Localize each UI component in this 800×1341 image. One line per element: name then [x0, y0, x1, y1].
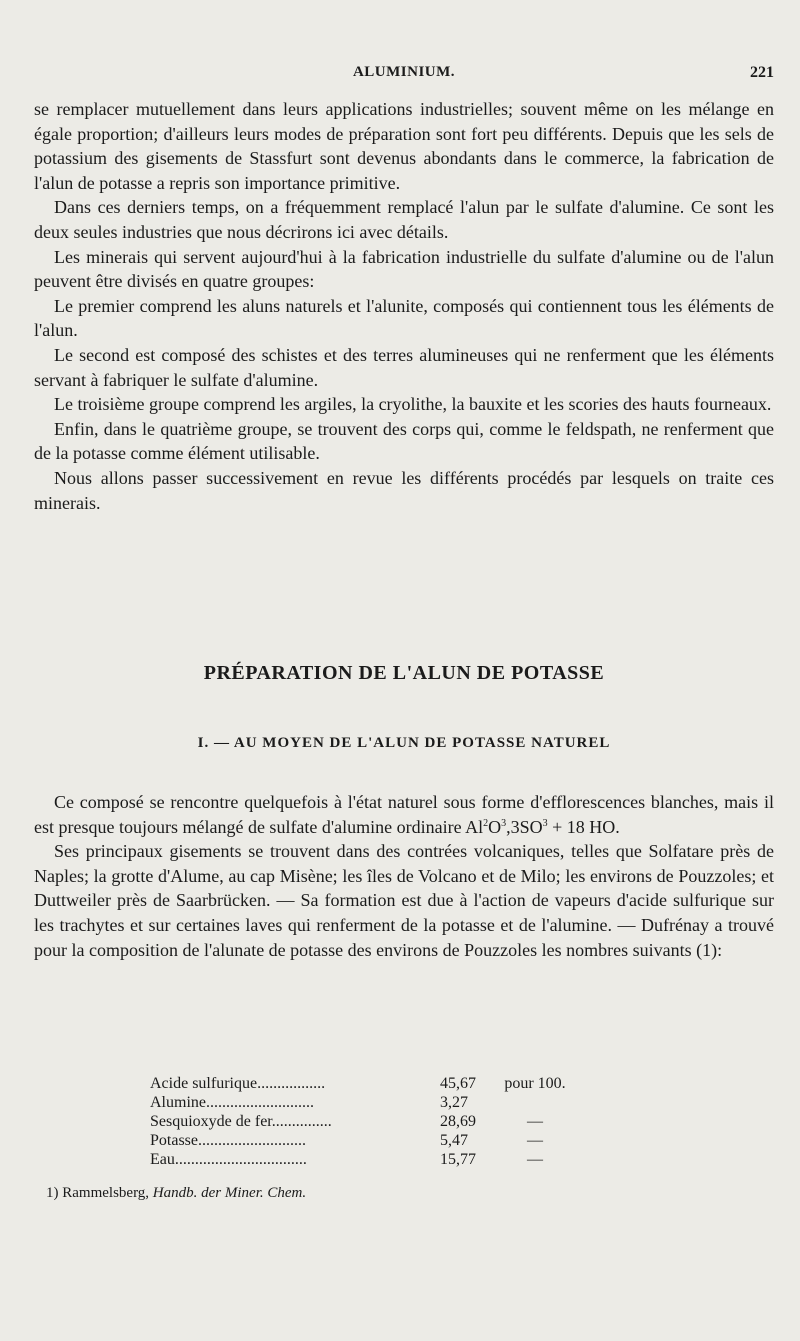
- footnote-author: Rammelsberg,: [58, 1185, 153, 1201]
- row-label: Alumine: [150, 1094, 206, 1111]
- row-unit: pour 100.: [504, 1075, 566, 1092]
- running-title: ALUMINIUM.: [352, 64, 456, 80]
- paragraph-formula: [34, 790, 774, 839]
- paragraph: Ses principaux gisements se trouvent dans des contrées volcaniques, telles que Solfatare près de Naples; la grotte d'Alume, au cap Misène; les îles de Volcano et de Milo; les environs de Pouzzoles; et Duttweiler près de Saarbrücken. — Sa formation est due à l'action de vapeurs d'acide sulfurique sur les trachytes et sur certaines laves qui renferment de la potasse et de l'alumine. — Dufrénay a trouvé pour la composition de l'alunate de potasse des environs de Pouzzoles les nombres suivants (1):: [34, 841, 774, 960]
- paragraph-text: Ce composé se rencontre quelquefois à l'état naturel sous forme d'efflorescences blanches, mais il est presque toujours mélangé de sulfate d'alumine ordinaire: [34, 792, 774, 837]
- row-value: 3,27: [440, 1094, 468, 1111]
- leader-dots: ...........................: [198, 1132, 306, 1149]
- table-row: [150, 1074, 570, 1093]
- paragraph: Enfin, dans le quatrième groupe, se trouvent des corps qui, comme le feldspath, ne renferment que de la potasse comme élément utilisable.: [34, 418, 774, 464]
- body-text: [34, 97, 774, 515]
- footnote-marker: 1): [46, 1185, 59, 1201]
- chemical-formula: $Al^2O^3,3SO^3 + 18$ HO.: [465, 816, 620, 837]
- row-unit: [500, 1093, 570, 1112]
- paragraph: Dans ces derniers temps, on a fréquemment remplacé l'alun par le sulfate d'alumine. Ce sont les deux seules industries que nous décrirons ici avec détails.: [34, 197, 774, 242]
- composition-table: [150, 1074, 570, 1169]
- footnote: [46, 1185, 306, 1202]
- row-label: Potasse: [150, 1132, 198, 1149]
- row-unit: —: [527, 1151, 543, 1168]
- row-label: Acide sulfurique: [150, 1075, 258, 1092]
- page-number: 221: [750, 64, 774, 81]
- row-label: Sesquioxyde de fer: [150, 1113, 272, 1130]
- row-value: 45,67: [440, 1075, 476, 1092]
- table-row: [150, 1112, 570, 1131]
- subsection-title: I. — AU MOYEN DE L'ALUN DE POTASSE NATUREL: [197, 735, 611, 751]
- row-label: Eau: [150, 1151, 175, 1168]
- leader-dots: .................: [257, 1075, 326, 1092]
- paragraph: Le premier comprend les aluns naturels et l'alunite, composés qui contiennent tous les éléments de l'alun.: [34, 295, 774, 341]
- paragraph: Nous allons passer successivement en revue les différents procédés par lesquels on traite ces minerais.: [34, 467, 774, 513]
- row-value: 28,69: [440, 1113, 476, 1130]
- section-title: PRÉPARATION DE L'ALUN DE POTASSE: [203, 662, 605, 684]
- leader-dots: ...............: [271, 1113, 332, 1130]
- paragraph: Le troisième groupe comprend les argiles, la cryolithe, la bauxite et les scories des hauts fourneaux.: [54, 394, 772, 415]
- page-header: [34, 64, 774, 90]
- table-row: [150, 1093, 570, 1112]
- row-unit: —: [527, 1113, 543, 1130]
- paragraph: Le second est composé des schistes et des terres alumineuses qui ne renferment que les éléments servant à fabriquer le sulfate d'alumine.: [34, 344, 774, 390]
- row-value: 15,77: [440, 1151, 476, 1168]
- table-row: [150, 1131, 570, 1150]
- row-unit: —: [527, 1132, 543, 1149]
- body-text-2: [34, 790, 774, 962]
- paragraph: Les minerais qui servent aujourd'hui à la fabrication industrielle du sulfate d'alumine ou de l'alun peuvent être divisés en quatre groupes:: [34, 246, 774, 292]
- table-row: [150, 1150, 570, 1169]
- leader-dots: ...........................: [206, 1094, 314, 1111]
- leader-dots: .................................: [174, 1151, 307, 1168]
- paragraph: se remplacer mutuellement dans leurs applications industrielles; souvent même on les mélange en égale proportion; d'ailleurs leurs modes de préparation sont fort peu différents. Depuis que les sels de potassium des gisements de Stassfurt sont devenus abondants dans le commerce, la fabrication de l'alun de potasse a repris son importance primitive.: [34, 99, 774, 193]
- footnote-work: Handb. der Miner. Chem.: [152, 1185, 307, 1201]
- row-value: 5,47: [440, 1132, 468, 1149]
